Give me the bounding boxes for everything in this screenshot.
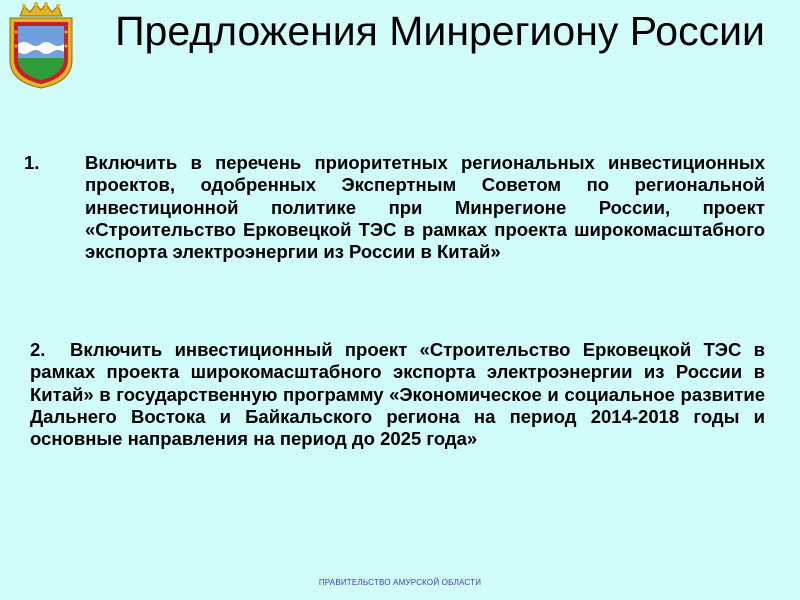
list-item xyxy=(30,339,765,450)
amur-oblast-coat-of-arms-icon xyxy=(2,2,80,90)
slide-title: Предложения Минрегиону России xyxy=(115,8,765,54)
list-item-text: Включить в перечень приоритетных региональных инвестиционных проектов, одобренных Экспертным Советом по региональной инвестиционной политике при Минрегионе России, проект «Строительство Ерковецкой ТЭС в рамках проекта широкомасштабного экспорта электроэнергии из России в Китай» xyxy=(85,152,765,263)
list-item-number: 1. xyxy=(24,152,40,173)
footer-organization: ПРАВИТЕЛЬСТВО АМУРСКОЙ ОБЛАСТИ xyxy=(318,578,482,587)
list-item-number: 2. xyxy=(30,339,46,360)
list-item-text: Включить инвестиционный проект «Строительство Ерковецкой ТЭС в рамках проекта широкомасштабного экспорта электроэнергии из России в Китай» в государственную программу «Экономическое и социальное развитие Дальнего Востока и Байкальского региона на период 2014-2018 годы и основные направления на период до 2025 года» xyxy=(30,339,765,450)
